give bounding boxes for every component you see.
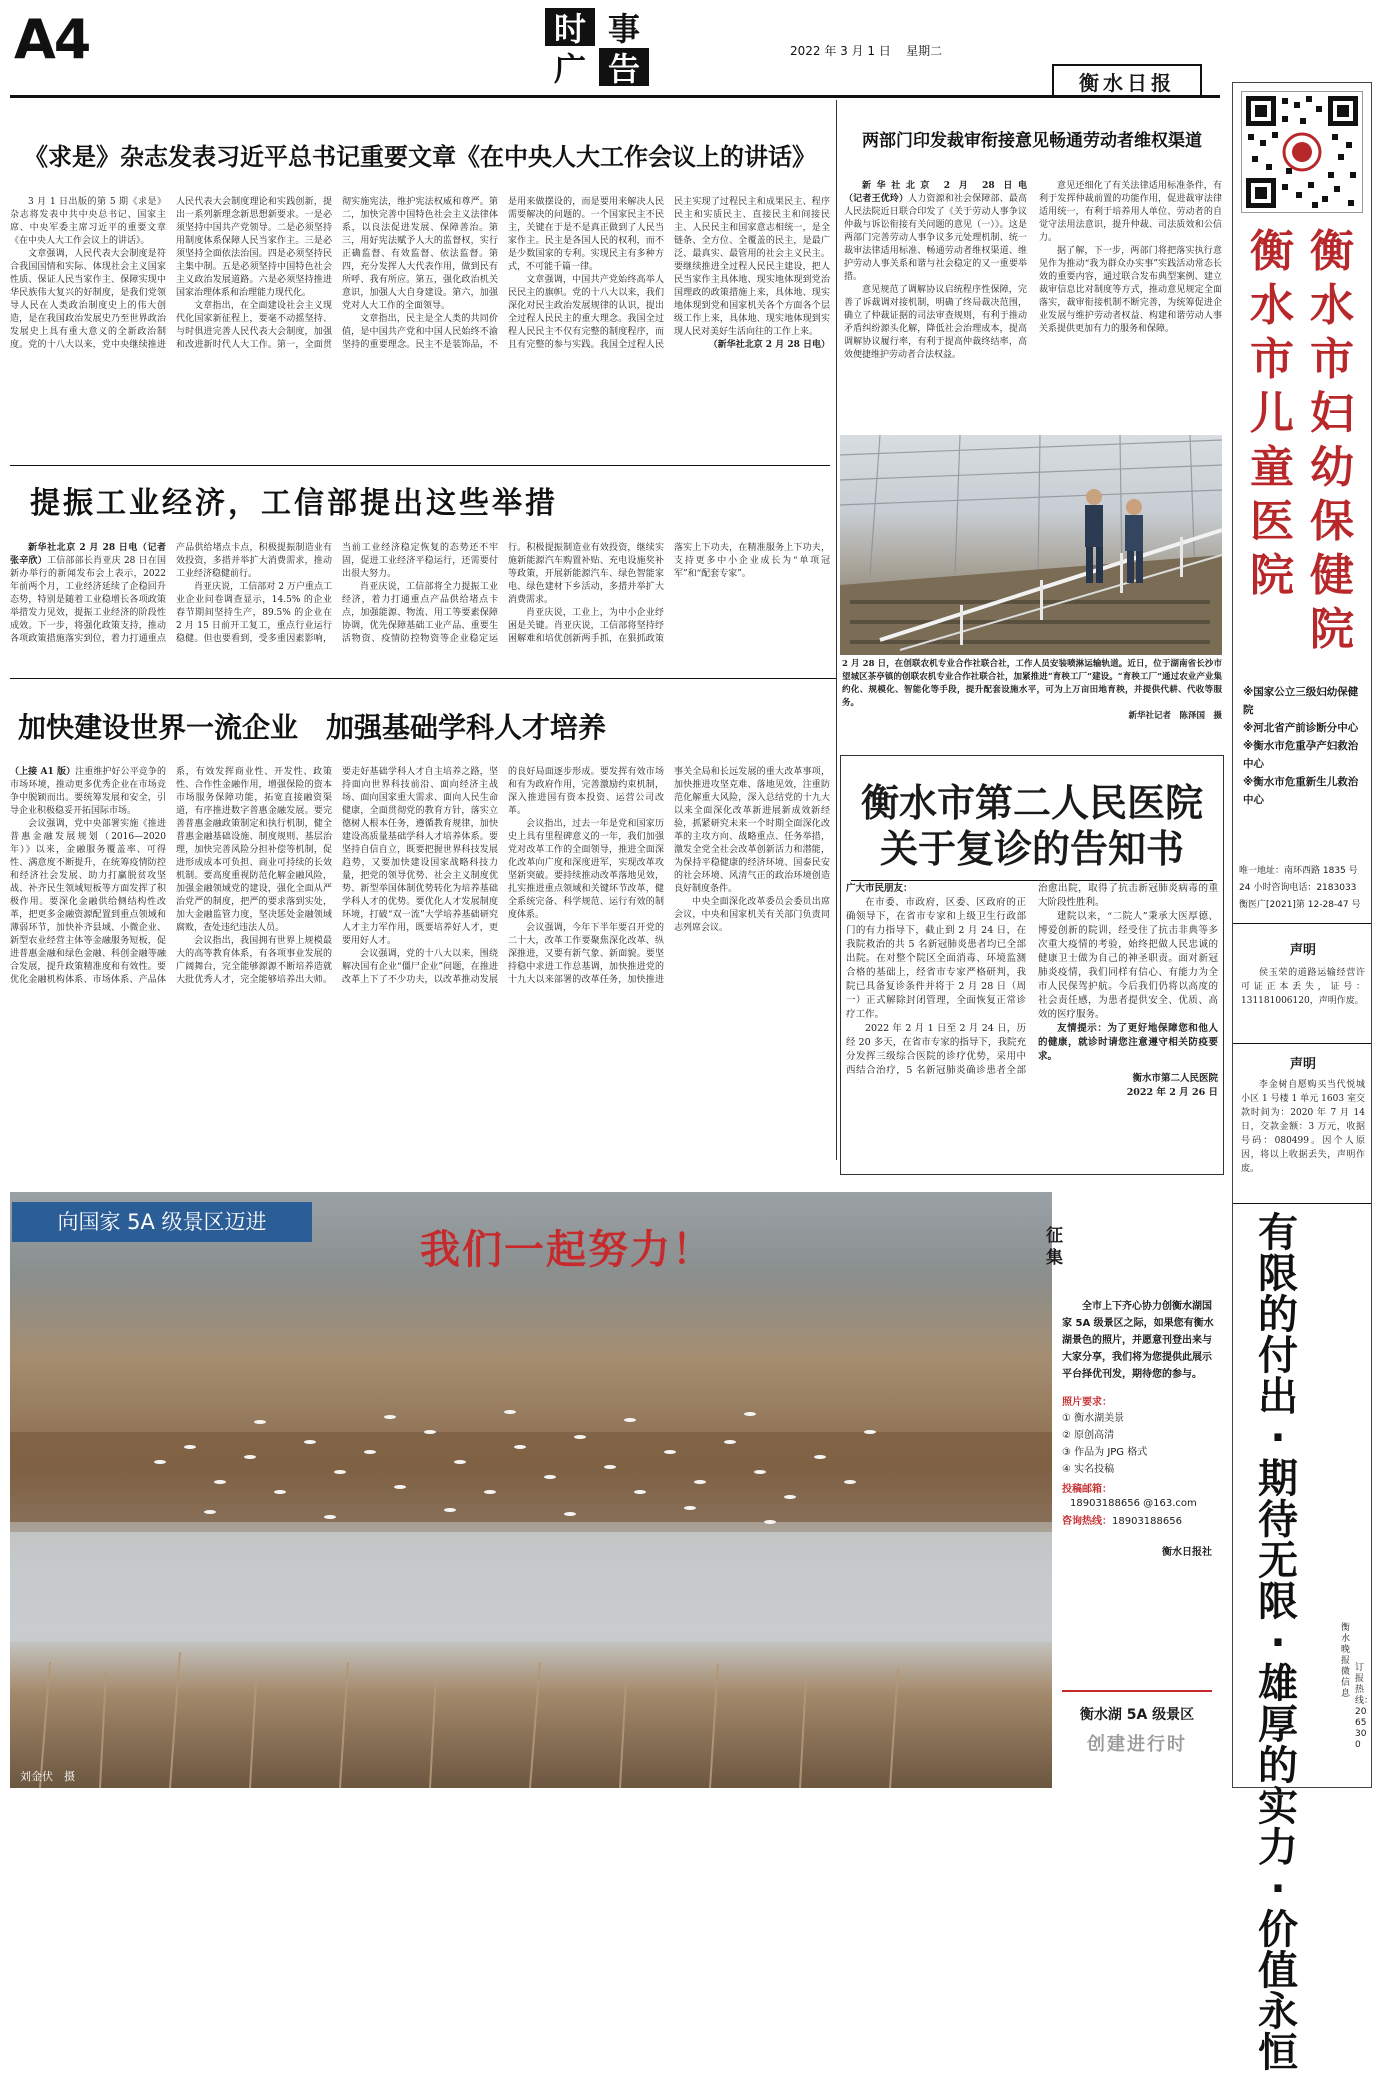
paragraph: 会议强调，党的十八大以来，围绕解决国有企业“僵尸企业”问题，在推进改革上下了不少功夫，以改革推动发展的良好局面逐步形成。要发挥有效市场和有为政府作用，完善激励约束机制，深入推进国有资本投资、运营公司改革。 — [342, 767, 664, 985]
statement-1 — [1241, 939, 1365, 1008]
article2-headline: 两部门印发裁审衔接意见畅通劳动者维权渠道 — [862, 131, 1202, 151]
hospital-name-maternal: 衡水市妇幼保健院 — [1310, 226, 1354, 655]
photo1-caption — [842, 658, 1222, 728]
honor-list — [1243, 683, 1367, 809]
lake-birds-photo — [10, 1192, 1052, 1788]
paragraph: 文章指出，民主是全人类的共同价值，是中国共产党和中国人民始终不渝坚持的重要理念。民主不是装饰品，不是用来做摆设的，而是要用来解决人民需要解决的问题的。一个国家民主不民主，关键在于是不是真正做到了人民当家作主。民主是各国人民的权利，而不是少数国家的专利。实现民主有多种方式，不可能千篇一律。 — [342, 197, 664, 350]
divider — [1233, 923, 1371, 924]
paper-name: 衡水日报 — [1052, 64, 1202, 98]
requirement-item: ① 衡水湖美景 — [1062, 1413, 1125, 1424]
slogan-side-b: 订报热线：2065300 — [1355, 1663, 1374, 1750]
email-label: 投稿邮箱： — [1062, 1484, 1112, 1495]
article4-headline: 加快建设世界一流企业 加强基础学科人才培养 — [18, 711, 607, 744]
reporter: （记者王优玲） — [844, 194, 909, 204]
promo-tag: 向国家 5A 级景区迈进 — [12, 1202, 312, 1242]
hospital-address: 唯一地址：南环西路 1835 号 — [1239, 866, 1358, 876]
article1-credit: （新华社北京 2 月 28 日电） — [708, 340, 830, 350]
divider — [1233, 1043, 1371, 1044]
notice-tip: 友情提示：为了更好地保障您和他人的健康，就诊时请您注意遵守相关防疫要求。 — [1038, 1023, 1218, 1062]
requirement-item: ② 原创高清 — [1062, 1430, 1115, 1441]
paragraph: 在市委、市政府，区委、区政府的正确领导下，在省市专家和上级卫生行政部门的有力指导下，截止到 2 月 24 日，在我院救治的共 5 名新冠肺炎患者均已全部出院。在对整个院区全面消毒、环境监测合格的基础上，经省市专家严格研判，我院已具备复诊条件并将于 2 月 28 日（周一）正式解除封闭管理，全面恢复正常诊疗工作。 — [846, 897, 1026, 1020]
notice-body — [846, 882, 1218, 1170]
promo-side-title: 征集 — [1046, 1226, 1063, 1268]
paragraph: 意见还细化了有关法律适用标准条件，有利于发挥仲裁前置的功能作用，促进裁审法律适用统一，有利于培养用人单位、劳动者的自觉守法用法意识，提升仲裁、司法质效和公信力。 — [1039, 181, 1222, 243]
notice-title-line: 衡水市第二人民医院 — [860, 781, 1203, 825]
paragraph: 肖亚庆说，工业上，为中小企业纾困是关键。肖亚庆说，工信部将坚持纾困解难和培优创新两手抓，在狠抓政策落实上下功夫，在精准服务上下功夫，支持更多中小企业成长为“单项冠军”和“配套专家”。 — [508, 543, 830, 644]
paragraph: 人力资源和社会保障部、最高人民法院近日联合印发了《关于劳动人事争议仲裁与诉讼衔接有关问题的意见（一）》。这是两部门完善劳动人事争议多元处理机制、统一裁审法律适用标准、畅通劳动者维权渠道、维护劳动人事关系和谐与社会稳定的又一重要举措。 — [844, 194, 1027, 282]
paragraph: 会议指出，我国拥有世界上规模最大的高等教育体系，有各项事业发展的广阔舞台，完全能够源源不断培养造就大批优秀人才，完全能够培养出大师。要走好基础学科人才自主培养之路，坚持面向世界科技前沿、面向经济主战场、面向国家重大需求、面向人民生命健康，全面贯彻党的教育方针，落实立德树人根本任务，遵循教育规律，加快建设高质量基础学科人才培养体系。要坚持自信自立，既要把握世界科技发展趋势，又要加快建设国家战略科技力量，把党的领导优势、社会主义制度优势、新型举国体制优势转化为培养基础学科人才的优势。要优化人才发展制度环境，打破“双一流”大学培养基础研究人才主力军作用，既要培养好人才，更要用好人才。 — [176, 767, 498, 985]
divider — [1233, 1203, 1371, 1204]
statement-body: 李金树自愿购买当代悦城小区 1 号楼 1 单元 1603 室交款时间为：2020 年 7 月 14 日，交款金额：3 万元，收据号码：080499。因个人原因，将以上收据丢失，声明作废。 — [1241, 1080, 1365, 1174]
photo-credit: 刘金伏 摄 — [20, 1770, 75, 1783]
greenhouse-illustration — [840, 435, 1222, 655]
ad-license: 衡医广[2021]第 12-28-47 号 — [1239, 900, 1361, 910]
reporter: （记者张辛欣） — [10, 543, 166, 566]
notice-salutation: 广大市民朋友： — [846, 883, 913, 894]
requirement-item: ③ 作品为 JPG 格式 — [1062, 1447, 1148, 1458]
slogan: 有限的付出·期待无限·雄厚的实力·价值永恒 — [1258, 1210, 1298, 2076]
hospital-name-children: 衡水市儿童医院 — [1250, 226, 1294, 601]
divider — [1062, 1690, 1212, 1692]
paragraph: 肖亚庆说，工信部将全力提振工业经济，着力打通重点产品供给堵点卡点，加强能源、物流、用工等要素保障协调，优先保障基础工业产品、重要生活物资、疫情防控物资等企业稳定运行。积极提振制造业有效投资，继续实施新能源汽车购置补贴、充电设施奖补等政策，开展新能源汽车、绿色智能家电、绿色建材下乡活动，多措并举扩大消费需求。 — [342, 543, 664, 644]
article1-headline: 《求是》杂志发表习近平总书记重要文章《在中央人大工作会议上的讲话》 — [24, 143, 816, 171]
requirement-title: 照片要求： — [1062, 1397, 1112, 1408]
notice-title-line: 关于复诊的告知书 — [879, 827, 1184, 871]
slogan-side-a: 衡水晚报微信息 — [1341, 1623, 1351, 1699]
paragraph: 文章强调，中国共产党始终高举人民民主的旗帜。党的十八大以来，我们深化对民主政治发展规律的认识，提出全过程人民民主的重大理念。我国全过程人民民主不仅有完整的制度程序，而且有完整的参与实践。我国全过程人民民主实现了过程民主和成果民主、程序民主和实质民主、直接民主和间接民主、人民民主和国家意志相统一，是全链条、全方位、全覆盖的民主，是最广泛、最真实、最管用的社会主义民主。要继续推进全过程人民民主建设，把人民当家作主具体地、现实地体现到党治国理政的政策措施上来，具体地、现实地体现到党和国家机关各个方面各个层级工作上来，具体地、现实地体现到实现人民对美好生活向往的工作上来。 — [508, 197, 830, 350]
paragraph: 会议指出，过去一年是党和国家历史上具有里程碑意义的一年，我们加强党对改革工作的全面领导，推进全面深化改革向广度和深度进军，实现改革攻坚新突破。要持续推动改革落地见效，扎实推进重点领域和关键环节改革，健全系统完备、科学规范、运行有效的制度体系。 — [508, 819, 664, 920]
column-logo-char: 事 — [599, 8, 649, 46]
right-ad-column — [1232, 82, 1374, 2076]
page-number: A4 — [14, 8, 90, 71]
promo-bottom-slogan: 创建进行时 — [1087, 1734, 1187, 1755]
notice-date: 2022 年 2 月 26 日 — [1126, 1087, 1218, 1098]
issue-weekday: 星期二 — [906, 44, 943, 58]
birds-illustration — [10, 1192, 1052, 1788]
promo-org: 衡水日报社 — [1162, 1547, 1212, 1558]
dateline — [790, 42, 942, 59]
issue-date: 2022 年 3 月 1 日 — [790, 44, 891, 58]
paragraph: 文章指出，在全面建设社会主义现代化国家新征程上，要毫不动摇坚持、与时俱进完善人民代表大会制度，加强和改进新时代人大工作。第一，全面贯彻实施宪法，维护宪法权威和尊严。第二，加快完善中国特色社会主义法律体系，以良法促进发展、保障善治。第三，用好宪法赋予人大的监督权，实行正确监督、有效监督、依法监督。第四，充分发挥人大代表作用，做到民有所呼、我有所应。第五，强化政治机关意识，加强人大自身建设。第六，加强党对人大工作的全面领导。 — [176, 197, 498, 350]
paragraph: 工信部部长肖亚庆 28 日在国新办举行的新闻发布会上表示，2022 年前两个月，工业经济延续了企稳回升态势，特别是随着工业稳增长各项政策举措发力见效，提振工业经济的阶段性成效。下一步，将强化政策支持，推动各项政策措施落实到位，着力打通重点产品供给堵点卡点，积极提振制造业有效投资，多措并举扩大消费需求，推动工业经济稳健前行。 — [10, 543, 332, 644]
hospital-contact — [1239, 863, 1367, 914]
paragraph: 肖亚庆说，工信部对 2 万户重点工业企业问卷调查显示，14.5% 的企业春节期间坚持生产，89.5% 的企业在 2 月 15 日前开工复工，重点行业运行稳健。但也要看到，受多重因素影响，当前工业经济稳定恢复的态势还不牢固，促进工业经济平稳运行，还需要付出很大努力。 — [176, 543, 498, 644]
paragraph: 2022 年 2 月 1 日至 2 月 24 日，历经 20 多天，在省市专家的指导下，我院充分发挥三级综合医院的诊疗优势，采用中西结合治疗，5 名新冠肺炎确诊患者全部治愈出院，取得了抗击新冠肺炎病毒的重大阶段性胜利。 — [846, 883, 1218, 1076]
paragraph: 意见规范了调解协议启统程序性保障，完善了诉裁调对接机制，明确了终局裁决范围，确立了仲裁证据的司法审查规则，有利于推动矛盾纠纷源头化解，降低社会治理成本，提高调解协议履行率，有利于提高仲裁终结率，高效便捷维护劳动者合法权益。 — [844, 285, 1027, 360]
divider — [851, 880, 1213, 881]
statement-2 — [1241, 1053, 1365, 1176]
promo-info-panel — [1054, 1290, 1224, 1788]
hospital-hotline: 24 小时咨询电话：2183033 — [1239, 883, 1357, 893]
paragraph: 注重维护好公平竞争的市场环境，推动更多优秀企业在市场竞争中脱颖而出。要统筹发展和安全，引导企业积极稳妥开拓国际市场。 — [10, 767, 166, 816]
column-logo-char: 广 — [545, 48, 595, 86]
article1-body — [10, 196, 830, 458]
divider — [10, 678, 836, 679]
phone-number: 18903188656 — [1112, 1516, 1182, 1527]
paragraph: 据了解，下一步，两部门将把落实执行意见作为推动“我为群众办实事”实践活动常态长效的重要内容，通过联合发布典型案例、建立裁审信息比对制度等方式，推动意见规定全面落实，裁审衔接机制不断完善，为统筹促进企业发展与维护劳动者权益、构建和谐劳动人事关系提供更加有力的服务和保障。 — [1039, 246, 1222, 334]
qr-code-icon[interactable] — [1241, 91, 1363, 213]
promo-intro: 全市上下齐心协力创衡水湖国家 5A 级景区之际，如果您有衡水湖景色的照片，并愿意刊登出来与大家分享，我们将为您提供此展示平台择优刊发，期待您的参与。 — [1062, 1301, 1214, 1380]
photo-credit: 新华社记者 陈泽国 摄 — [1128, 711, 1222, 721]
statement-body: 侯玉荣的道路运输经营许可证正本丢失，证号：131181006120，声明作废。 — [1241, 968, 1365, 1006]
column-divider — [836, 100, 837, 1160]
column-logo — [545, 8, 655, 90]
continued-from: （上接 A1 版） — [10, 767, 76, 777]
dateline-lead: 新华社北京 2 月 28 日电 — [862, 181, 1027, 191]
statement-title: 声明 — [1289, 943, 1316, 958]
article3-headline: 提振工业经济，工信部提出这些举措 — [30, 486, 558, 521]
statement-title: 声明 — [1289, 1057, 1316, 1072]
masthead-rule — [10, 95, 1220, 98]
caption-text: 2 月 28 日，在创联农机专业合作社联合社，工作人员安装喷淋运输轨道。近日，位于湖南省长沙市望城区茶亭镇的创联农机专业合作社联合社，加紧推进“育秧工厂”建设。“育秧工厂”通过农业产业集约化、规模化、智能化等手段，提升配套设施水平，可为上万亩田地育秧，并提供代耕、代收等服务。 — [842, 659, 1222, 708]
paragraph: 3 月 1 日出版的第 5 期《求是》杂志将发表中共中央总书记、国家主席、中央军委主席习近平的重要文章《在中央人大工作会议上的讲话》。 — [10, 197, 166, 246]
email-address: 18903188656 @163.com — [1070, 1498, 1197, 1509]
honor-item: ※河北省产前诊断分中心 — [1243, 722, 1359, 734]
notice-signature: 衡水市第二人民医院 — [1132, 1073, 1218, 1084]
column-logo-char: 时 — [545, 8, 595, 46]
paragraph: 文章强调，人民代表大会制度是符合我国国情和实际、体现社会主义国家性质、保证人民当家作主、保障实现中华民族伟大复兴的好制度，是我们党领导人民在人类政治制度史上的伟大创造，是在我国政治发展史乃至世界政治发展史上具有重大意义的全新政治制度。党的十八大以来，党中央继续推进人民代表大会制度理论和实践创新，提出一系列新理念新思想新要求。一是必须坚持中国共产党领导。二是必须坚持用制度体系保障人民当家作主。三是必须坚持全面依法治国。四是必须坚持民主集中制。五是必须坚持中国特色社会主义政治发展道路。六是必须坚持推进国家治理体系和治理能力现代化。 — [10, 197, 332, 350]
divider — [10, 465, 830, 466]
paragraph: 中央全面深化改革委员会委员出席会议，中央和国家机关有关部门负责同志列席会议。 — [674, 897, 830, 933]
honor-item: ※国家公立三级妇幼保健院 — [1243, 686, 1359, 716]
requirement-item: ④ 实名投稿 — [1062, 1464, 1115, 1475]
promo-headline: 我们一起努力！ — [420, 1227, 714, 1273]
paragraph: 会议强调，党中央部署实施《推进普惠金融发展规划（2016—2020 年）》以来，金融服务覆盖率、可得性、满意度不断提升，在统筹疫情防控和经济社会发展、助力打赢脱贫攻坚战、补齐民生领域短板等方面发挥了积极作用。要深化金融供给侧结构性改革，把更多金融资源配置到重点领域和薄弱环节，加快补齐县域、小微企业、新型农业经营主体等金融服务短板，促进普惠金融和绿色金融、科创金融等融合发展，提升政策精准度和有效性。要优化金融机构体系、市场体系、产品体系，有效发挥商业性、开发性、政策性、合作性金融作用，增强保险的资本市场服务保障功能，拓宽直接融资渠道，有序推进数字普惠金融发展。要完善普惠金融政策制定和执行机制，健全普惠金融基础设施、制度规则、基层治理，加快完善风险分担补偿等机制，促进形成成本可负担、商业可持续的长效机制。要高度重视防范化解金融风险，加强金融领域党的建设，强化全面从严治党严的制度，把严的要求落到实处，加大金融监管力度，坚决惩处金融领域腐败，查处违纪违法人员。 — [10, 767, 332, 985]
article2-body — [844, 180, 1222, 442]
article3-body — [10, 542, 830, 674]
greenhouse-photo — [840, 435, 1222, 655]
dateline-lead: 新华社北京 2 月 28 日电 — [28, 543, 138, 553]
promo-bottom-title: 衡水湖 5A 级景区 — [1079, 1707, 1195, 1723]
paragraph: 建院以来，“二院人”秉承大医厚德、博爱创新的院训，经受住了抗击非典等多次重大疫情的考验，始终把做人民忠诚的健康卫士做为自己的神圣职责。面对新冠肺炎疫情，我们同样有信心、有能力为全市人民保驾护航。今后我们仍将以高度的社会责任感，为患者提供安全、优质、高效的医疗服务。 — [1038, 911, 1218, 1020]
paragraph: 会议强调，今年下半年要召开党的二十大，改革工作要聚焦深化改革、纵深推进，又要有新气象、新面貌。要坚持稳中求进工作总基调，加快推进党的十九大以来部署的改革任务，加快推进事关全局和长远发展的重大改革事项，加快推进攻坚克难、落地见效，注重防范化解重大风险，深入总结党的十九大以来全面深化改革新进展新成效新经验，抓紧研究未来一个时期全面深化改革的主攻方向、战略重点、任务举措，激发全党全社会改革创新活力和潜能，为保持平稳健康的经济环境、国泰民安的社会环境、风清气正的政治环境创造良好制度条件。 — [508, 767, 830, 985]
honor-item: ※衡水市危重孕产妇救治中心 — [1243, 740, 1359, 770]
phone-label: 咨询热线： — [1062, 1516, 1112, 1527]
column-logo-char: 告 — [599, 48, 649, 86]
honor-item: ※衡水市危重新生儿救治中心 — [1243, 776, 1359, 806]
article4-body — [10, 766, 830, 1188]
